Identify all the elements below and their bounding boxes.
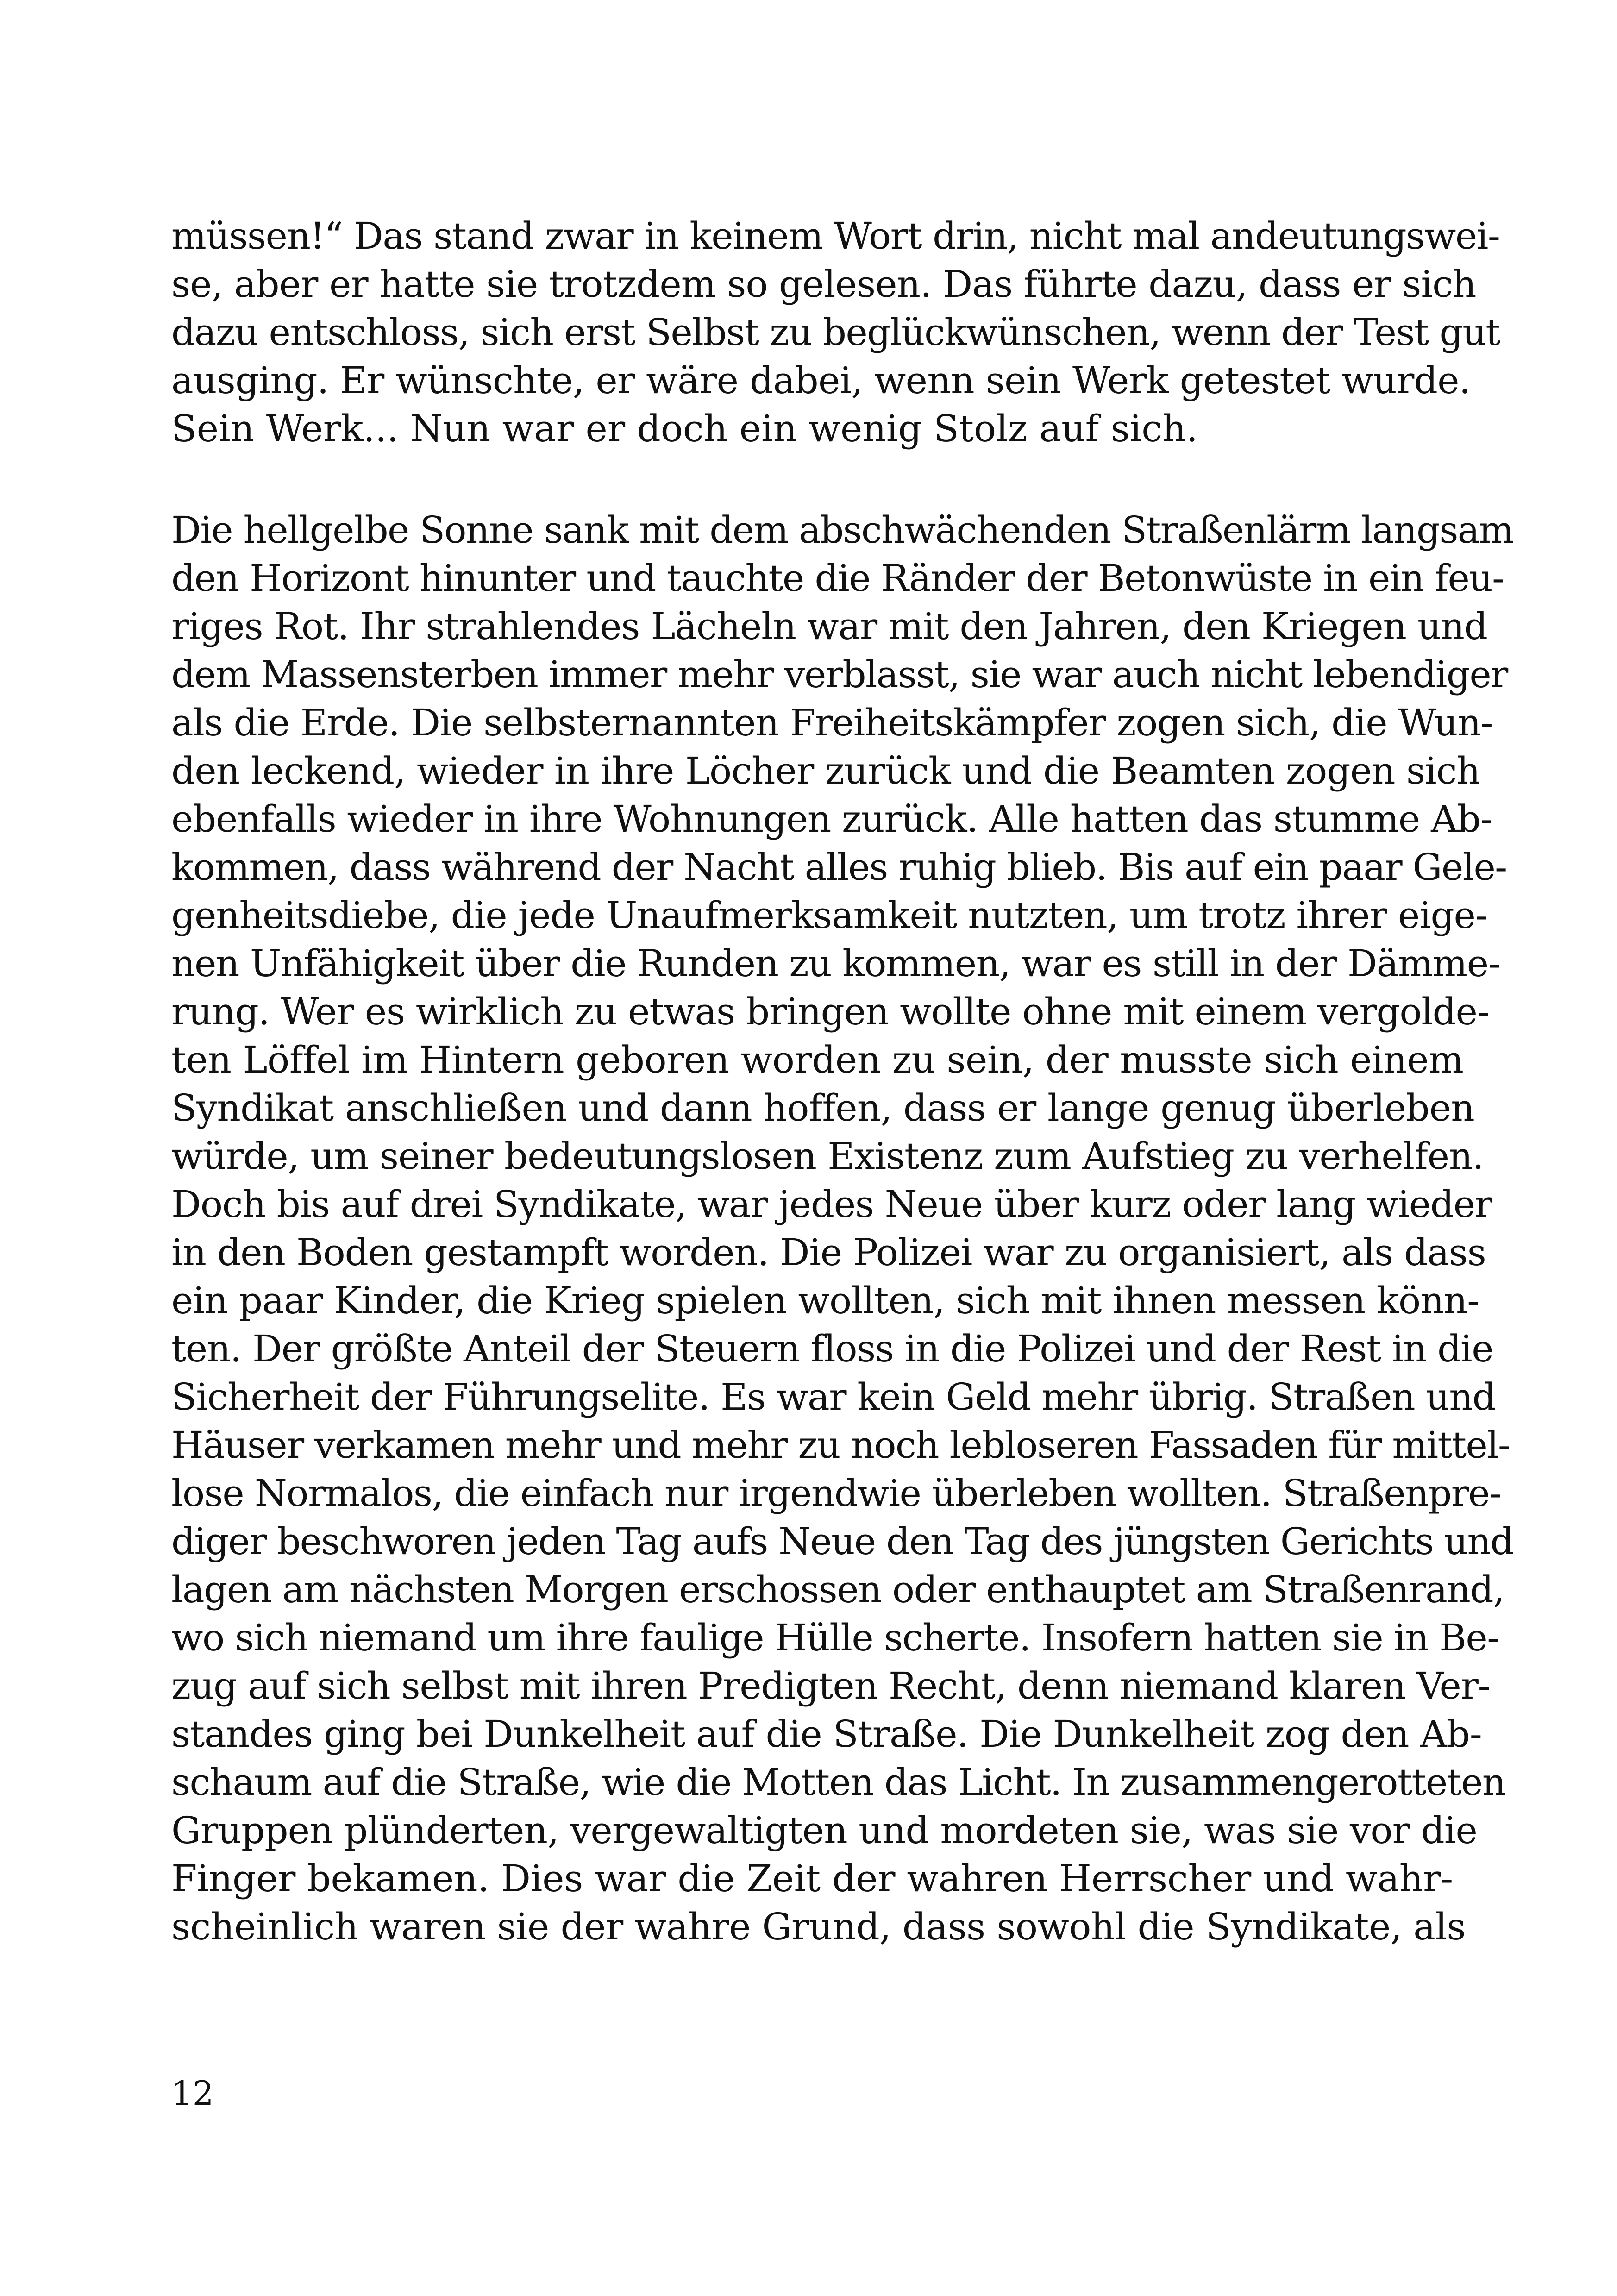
text-line: ein paar Kinder, die Krieg spielen wollten, sich mit ihnen messen könn- [171, 1279, 1479, 1322]
text-line: se, aber er hatte sie trotzdem so gelesen. Das führte dazu, dass er sich [171, 263, 1476, 306]
text-line: ten Löffel im Hintern geboren worden zu sein, der musste sich einem [171, 1038, 1464, 1081]
text-line: müssen!“ Das stand zwar in keinem Wort drin, nicht mal andeutungswei- [171, 214, 1500, 257]
paragraph-2 [171, 506, 1513, 1951]
text-line: zug auf sich selbst mit ihren Predigten Recht, denn niemand klaren Ver- [171, 1664, 1490, 1707]
text-line: diger beschworen jeden Tag aufs Neue den Tag des jüngsten Gerichts und [171, 1520, 1513, 1563]
text-line: schaum auf die Straße, wie die Motten das Licht. In zusammengerotteten [171, 1761, 1505, 1804]
text-line: kommen, dass während der Nacht alles ruhig blieb. Bis auf ein paar Gele- [171, 846, 1507, 889]
text-line: Syndikat anschließen und dann hoffen, dass er lange genug überleben [171, 1086, 1475, 1129]
text-line: würde, um seiner bedeutungslosen Existenz zum Aufstieg zu verhelfen. [171, 1135, 1484, 1178]
text-line: Doch bis auf drei Syndikate, war jedes Neue über kurz oder lang wieder [171, 1183, 1492, 1226]
text-line: Die hellgelbe Sonne sank mit dem abschwächenden Straßenlärm langsam [171, 508, 1513, 552]
page-number: 12 [171, 2074, 214, 2113]
text-line: lagen am nächsten Morgen erschossen oder enthauptet am Straßenrand, [171, 1568, 1504, 1611]
text-line: rung. Wer es wirklich zu etwas bringen wollte ohne mit einem vergolde- [171, 990, 1489, 1033]
text-line: genheitsdiebe, die jede Unaufmerksamkeit nutzten, um trotz ihrer eige- [171, 894, 1487, 937]
text-line: nen Unfähigkeit über die Runden zu kommen, war es still in der Dämme- [171, 942, 1500, 985]
text-line: den Horizont hinunter und tauchte die Ränder der Betonwüste in ein feu- [171, 557, 1504, 600]
text-line: Finger bekamen. Dies war die Zeit der wahren Herrscher und wahr- [171, 1857, 1453, 1900]
text-line: Sein Werk... Nun war er doch ein wenig Stolz auf sich. [171, 407, 1198, 450]
text-line: riges Rot. Ihr strahlendes Lächeln war mit den Jahren, den Kriegen und [171, 605, 1487, 648]
paragraph-1 [171, 212, 1500, 453]
text-line: in den Boden gestampft worden. Die Polizei war zu organisiert, als dass [171, 1231, 1486, 1274]
text-line: den leckend, wieder in ihre Löcher zurück und die Beamten zogen sich [171, 749, 1480, 792]
text-line: ausging. Er wünschte, er wäre dabei, wenn sein Werk getestet wurde. [171, 359, 1471, 402]
text-line: standes ging bei Dunkelheit auf die Straße. Die Dunkelheit zog den Ab- [171, 1713, 1482, 1756]
text-line: scheinlich waren sie der wahre Grund, dass sowohl die Syndikate, als [171, 1905, 1466, 1948]
text-line: dazu entschloss, sich erst Selbst zu beglückwünschen, wenn der Test gut [171, 311, 1500, 354]
text-line: wo sich niemand um ihre faulige Hülle scherte. Insofern hatten sie in Be- [171, 1616, 1499, 1659]
text-line: ten. Der größte Anteil der Steuern floss in die Polizei und der Rest in die [171, 1327, 1493, 1370]
text-line: Gruppen plünderten, vergewaltigten und mordeten sie, was sie vor die [171, 1809, 1477, 1852]
text-line: dem Massensterben immer mehr verblasst, sie war auch nicht lebendiger [171, 653, 1508, 696]
text-line: als die Erde. Die selbsternannten Freiheitskämpfer zogen sich, die Wun- [171, 701, 1493, 744]
text-line: lose Normalos, die einfach nur irgendwie überleben wollten. Straßenpre- [171, 1472, 1501, 1515]
text-line: ebenfalls wieder in ihre Wohnungen zurück. Alle hatten das stumme Ab- [171, 797, 1492, 841]
text-line: Häuser verkamen mehr und mehr zu noch lebloseren Fassaden für mittel- [171, 1424, 1510, 1467]
text-line: Sicherheit der Führungselite. Es war kein Geld mehr übrig. Straßen und [171, 1375, 1496, 1418]
